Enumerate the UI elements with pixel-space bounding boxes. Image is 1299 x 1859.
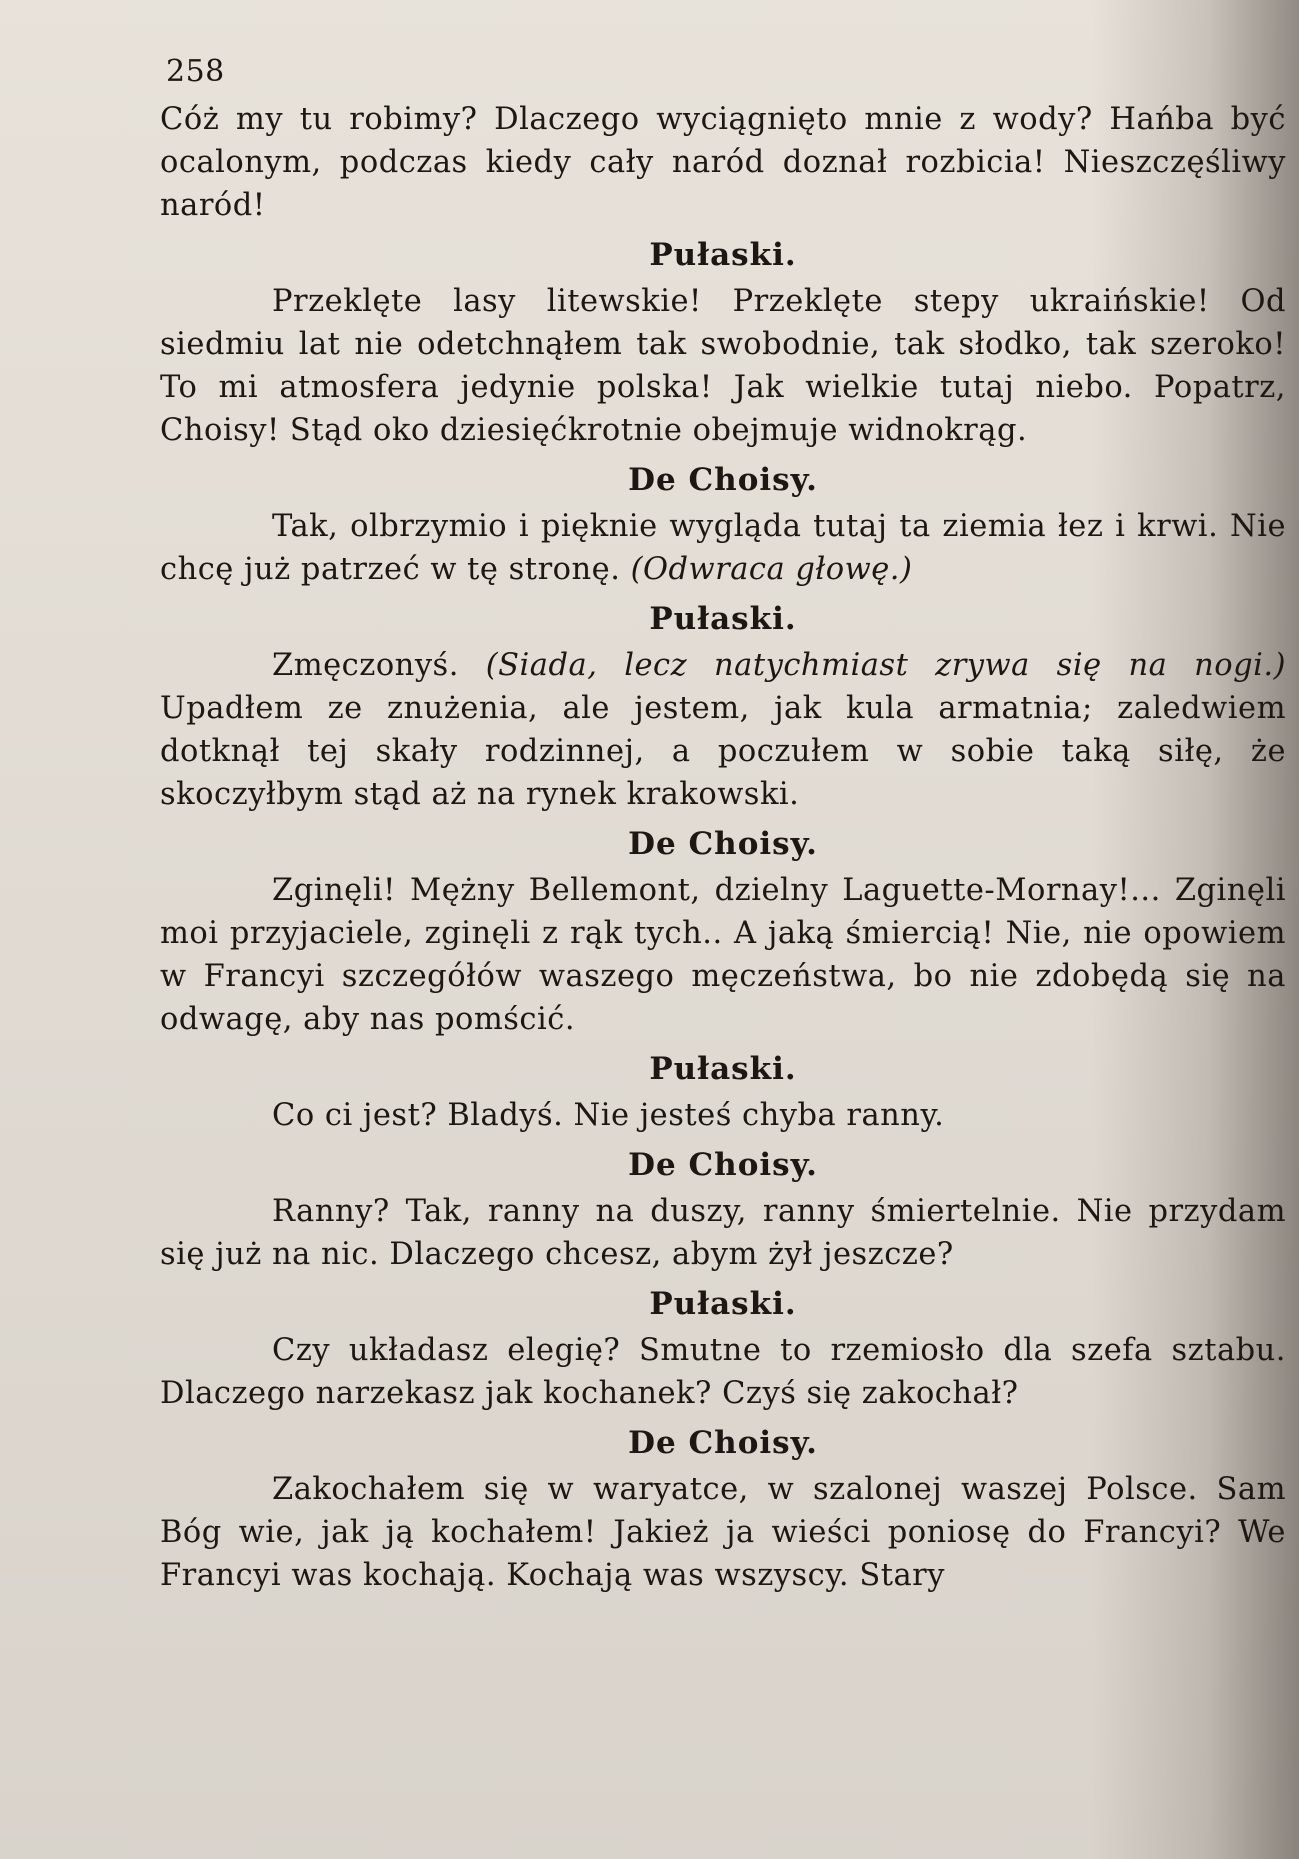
speaker-name: Pułaski. (649, 237, 797, 273)
page-text (160, 52, 1286, 1597)
paragraph (160, 1190, 1286, 1276)
paragraph (160, 869, 1286, 1041)
paragraph (160, 280, 1286, 452)
paragraph (160, 98, 1286, 227)
paragraph (160, 1468, 1286, 1597)
paragraph (160, 644, 1286, 816)
paragraph (160, 505, 1286, 591)
speaker-name: Pułaski. (649, 1051, 797, 1087)
speaker-name: Pułaski. (649, 1286, 797, 1322)
speaker-name: De Choisy. (628, 1425, 818, 1461)
paragraph-text: Co ci jest? Bladyś. Nie jesteś chyba ranny. (272, 1098, 945, 1133)
page-number: 258 (166, 54, 225, 89)
paragraph-text: Ranny? Tak, ranny na duszy, ranny śmiertelnie. Nie przydam się już na nic. Dlaczego chcesz, abym żył jeszcze? (160, 1194, 1286, 1272)
stage-direction: (Siada, lecz natychmiast zrywa się na nogi.) (485, 648, 1286, 683)
paragraph-text: Zmęczonyś. (272, 648, 459, 683)
speaker-name: De Choisy. (628, 462, 818, 498)
paragraph-text: Upadłem ze znużenia, ale jestem, jak kula armatnia; zaledwiem dotknął tej skały rodzinnej, a poczułem w sobie taką siłę, że skoczyłbym stąd aż na rynek krakowski. (160, 691, 1286, 812)
stage-direction: (Odwraca głowę.) (630, 552, 913, 587)
paragraph (160, 1329, 1286, 1415)
speaker-name: Pułaski. (649, 601, 797, 637)
speaker-name: De Choisy. (628, 1147, 818, 1183)
paragraph-text: Cóż my tu robimy? Dlaczego wyciągnięto mnie z wody? Hańba być ocalonym, podczas kiedy cały naród doznał rozbicia! Nieszczęśliwy naród! (160, 102, 1286, 223)
paragraph-text: Zginęli! Mężny Bellemont, dzielny Laguette-Mornay!... Zginęli moi przyjaciele, zginęli z rąk tych.. A jaką śmiercią! Nie, nie opowiem w Francyi szczegółów waszego męczeństwa, bo nie zdobędą się na odwagę, aby nas pomścić. (160, 873, 1286, 1037)
speaker-name: De Choisy. (628, 826, 818, 862)
paragraph-text: Przeklęte lasy litewskie! Przeklęte stepy ukraińskie! Od siedmiu lat nie odetchnąłem tak swobodnie, tak słodko, tak szeroko! To mi atmosfera jedynie polska! Jak wielkie tutaj niebo. Popatrz, Choisy! Stąd oko dziesięćkrotnie obejmuje widnokrąg. (160, 284, 1286, 448)
paragraph-text: Czy układasz elegię? Smutne to rzemiosło dla szefa sztabu. Dlaczego narzekasz jak kochanek? Czyś się zakochał? (160, 1333, 1286, 1411)
paragraph-text: Tak, olbrzymio i pięknie wygląda tutaj ta ziemia łez i krwi. Nie chcę już patrzeć w tę stronę. (160, 509, 1286, 587)
paragraph-text: Zakochałem się w waryatce, w szalonej waszej Polsce. Sam Bóg wie, jak ją kochałem! Jakież ja wieści poniosę do Francyi? We Francyi was kochają. Kochają was wszyscy. Stary (160, 1472, 1286, 1593)
paragraph (160, 1094, 1286, 1137)
